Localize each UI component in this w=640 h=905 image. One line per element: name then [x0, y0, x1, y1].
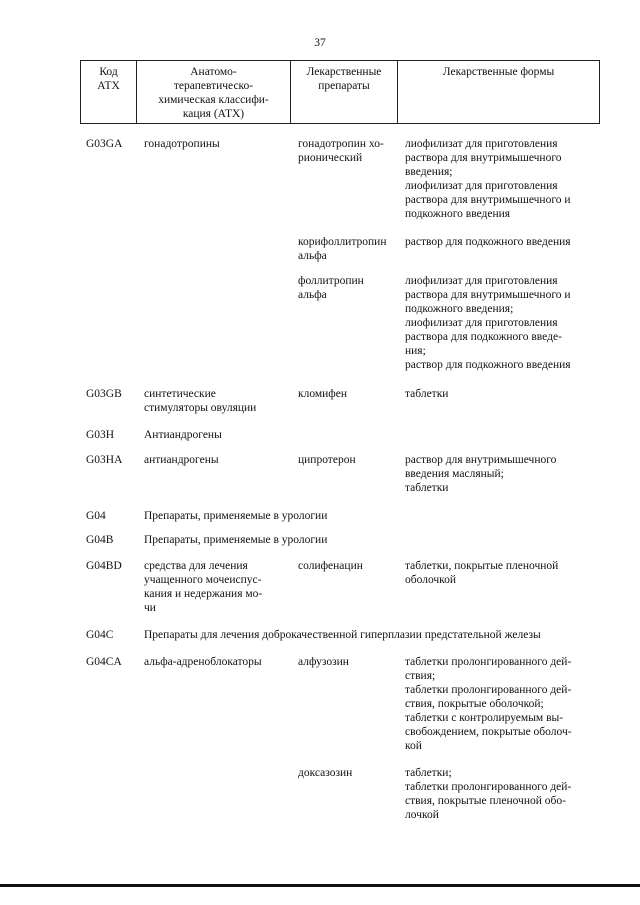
- table-header: [80, 60, 600, 124]
- dosage-form-line: таблетки пролонгированного дей-: [405, 656, 572, 668]
- bottom-rule: [0, 884, 640, 887]
- drug-name: [298, 655, 402, 669]
- dosage-form-line: ствия, покрытые пленочной обо-: [405, 795, 566, 807]
- atc-class: [144, 655, 294, 669]
- atc-class: [144, 559, 294, 615]
- dosage-form-line: лиофилизат для приготовления: [405, 138, 558, 150]
- dosage-form-line: введения;: [405, 166, 453, 178]
- header-atc-line: химическая классифи-: [158, 94, 269, 106]
- atc-class-line: стимуляторы овуляции: [144, 402, 257, 414]
- dosage-form: [405, 235, 595, 249]
- dosage-form-line: раствора для внутримышечного и: [405, 289, 571, 301]
- dosage-form-line: лочкой: [405, 809, 439, 821]
- dosage-form: [405, 274, 595, 372]
- atc-class-line: средства для лечения: [144, 560, 248, 572]
- atc-class: [144, 428, 614, 442]
- dosage-form: [405, 453, 595, 495]
- dosage-form: [405, 559, 595, 587]
- header-forms-line: Лекарственные формы: [442, 66, 555, 78]
- dosage-form-line: раствор для внутримышечного: [405, 454, 557, 466]
- drug-name-line: рионический: [298, 152, 363, 164]
- drug-name-line: гонадотропин хо-: [298, 138, 384, 150]
- dosage-form-line: лиофилизат для приготовления: [405, 317, 558, 329]
- header-atc: [137, 61, 291, 123]
- header-code-line: АТХ: [97, 80, 120, 92]
- header-atc-line: Анатомо-: [190, 66, 237, 78]
- atc-class: [144, 533, 614, 547]
- dosage-form-line: подкожного введения;: [405, 303, 514, 315]
- dosage-form-line: оболочкой: [405, 574, 457, 586]
- drug-name: [298, 235, 402, 263]
- drug-name: [298, 766, 402, 780]
- atc-class-line: антиандрогены: [144, 454, 219, 466]
- drug-name-line: доксазозин: [298, 767, 353, 779]
- drug-name-line: альфа: [298, 250, 327, 262]
- drug-name-line: кломифен: [298, 388, 347, 400]
- drug-name: [298, 274, 402, 302]
- atc-code: G04BD: [86, 560, 122, 572]
- header-code-line: Код: [99, 66, 118, 78]
- dosage-form-line: ствия;: [405, 670, 436, 682]
- dosage-form: [405, 766, 595, 822]
- dosage-form-line: кой: [405, 740, 422, 752]
- header-code: [81, 61, 137, 123]
- atc-class-line: чи: [144, 602, 156, 614]
- dosage-form-line: раствор для подкожного введения: [405, 359, 571, 371]
- dosage-form: [405, 655, 595, 753]
- atc-class-line: учащенного мочеиспус-: [144, 574, 262, 586]
- header-atc-line: терапевтическо-: [173, 80, 254, 92]
- atc-class: [144, 453, 294, 467]
- drug-name: [298, 453, 402, 467]
- dosage-form-line: раствора для внутримышечного: [405, 152, 562, 164]
- drug-name: [298, 559, 402, 573]
- atc-code: G03GB: [86, 388, 122, 400]
- dosage-form-line: лиофилизат для приготовления: [405, 275, 558, 287]
- dosage-form-line: раствора для внутримышечного и: [405, 194, 571, 206]
- dosage-form-line: ния;: [405, 345, 426, 357]
- dosage-form-line: свобождением, покрытые оболоч-: [405, 726, 572, 738]
- header-drugs-line: Лекарственные: [306, 66, 382, 78]
- dosage-form: [405, 137, 595, 221]
- drug-name-line: солифенацин: [298, 560, 363, 572]
- atc-class-line: Антиандрогены: [144, 429, 222, 441]
- atc-class: [144, 509, 614, 523]
- dosage-form-line: лиофилизат для приготовления: [405, 180, 558, 192]
- drug-name-line: фоллитропин: [298, 275, 364, 287]
- dosage-form-line: раствор для подкожного введения: [405, 236, 571, 248]
- dosage-form-line: таблетки;: [405, 767, 452, 779]
- header-forms: [398, 61, 599, 123]
- dosage-form: [405, 387, 595, 401]
- drug-name: [298, 137, 402, 165]
- atc-code: G04B: [86, 534, 114, 546]
- dosage-form-line: ствия, покрытые оболочкой;: [405, 698, 544, 710]
- atc-code: G03H: [86, 429, 115, 441]
- atc-code: G04CA: [86, 656, 122, 668]
- atc-class-line: гонадотропины: [144, 138, 220, 150]
- atc-class: [144, 137, 294, 151]
- atc-class: [144, 628, 614, 642]
- dosage-form-line: подкожного введения: [405, 208, 511, 220]
- drug-name-line: ципротерон: [298, 454, 356, 466]
- drug-name: [298, 387, 402, 401]
- atc-class: [144, 387, 294, 415]
- dosage-form-line: введения масляный;: [405, 468, 504, 480]
- atc-class-line: кания и недержания мо-: [144, 588, 263, 600]
- dosage-form-line: таблетки пролонгированного дей-: [405, 684, 572, 696]
- dosage-form-line: таблетки с контролируемым вы-: [405, 712, 564, 724]
- atc-code: G04: [86, 510, 106, 522]
- header-atc-line: кация (АТХ): [182, 108, 245, 120]
- atc-class-line: Препараты, применяемые в урологии: [144, 534, 328, 546]
- dosage-form-line: таблетки: [405, 388, 449, 400]
- atc-class-line: Препараты, применяемые в урологии: [144, 510, 328, 522]
- atc-class-line: Препараты для лечения доброкачественной гиперплазии предстательной железы: [144, 629, 541, 641]
- atc-class-line: синтетические: [144, 388, 216, 400]
- drug-name-line: альфа: [298, 289, 327, 301]
- dosage-form-line: таблетки: [405, 482, 449, 494]
- atc-code: G03HA: [86, 454, 123, 466]
- atc-code: G03GA: [86, 138, 123, 150]
- dosage-form-line: таблетки, покрытые пленочной: [405, 560, 559, 572]
- drug-name-line: алфузозин: [298, 656, 349, 668]
- atc-code: G04C: [86, 629, 114, 641]
- header-drugs: [291, 61, 398, 123]
- header-drugs-line: препараты: [318, 80, 370, 92]
- dosage-form-line: раствора для подкожного введе-: [405, 331, 562, 343]
- drug-name-line: корифоллитропин: [298, 236, 387, 248]
- page-number: 37: [314, 37, 326, 49]
- atc-class-line: альфа-адреноблокаторы: [144, 656, 262, 668]
- dosage-form-line: таблетки пролонгированного дей-: [405, 781, 572, 793]
